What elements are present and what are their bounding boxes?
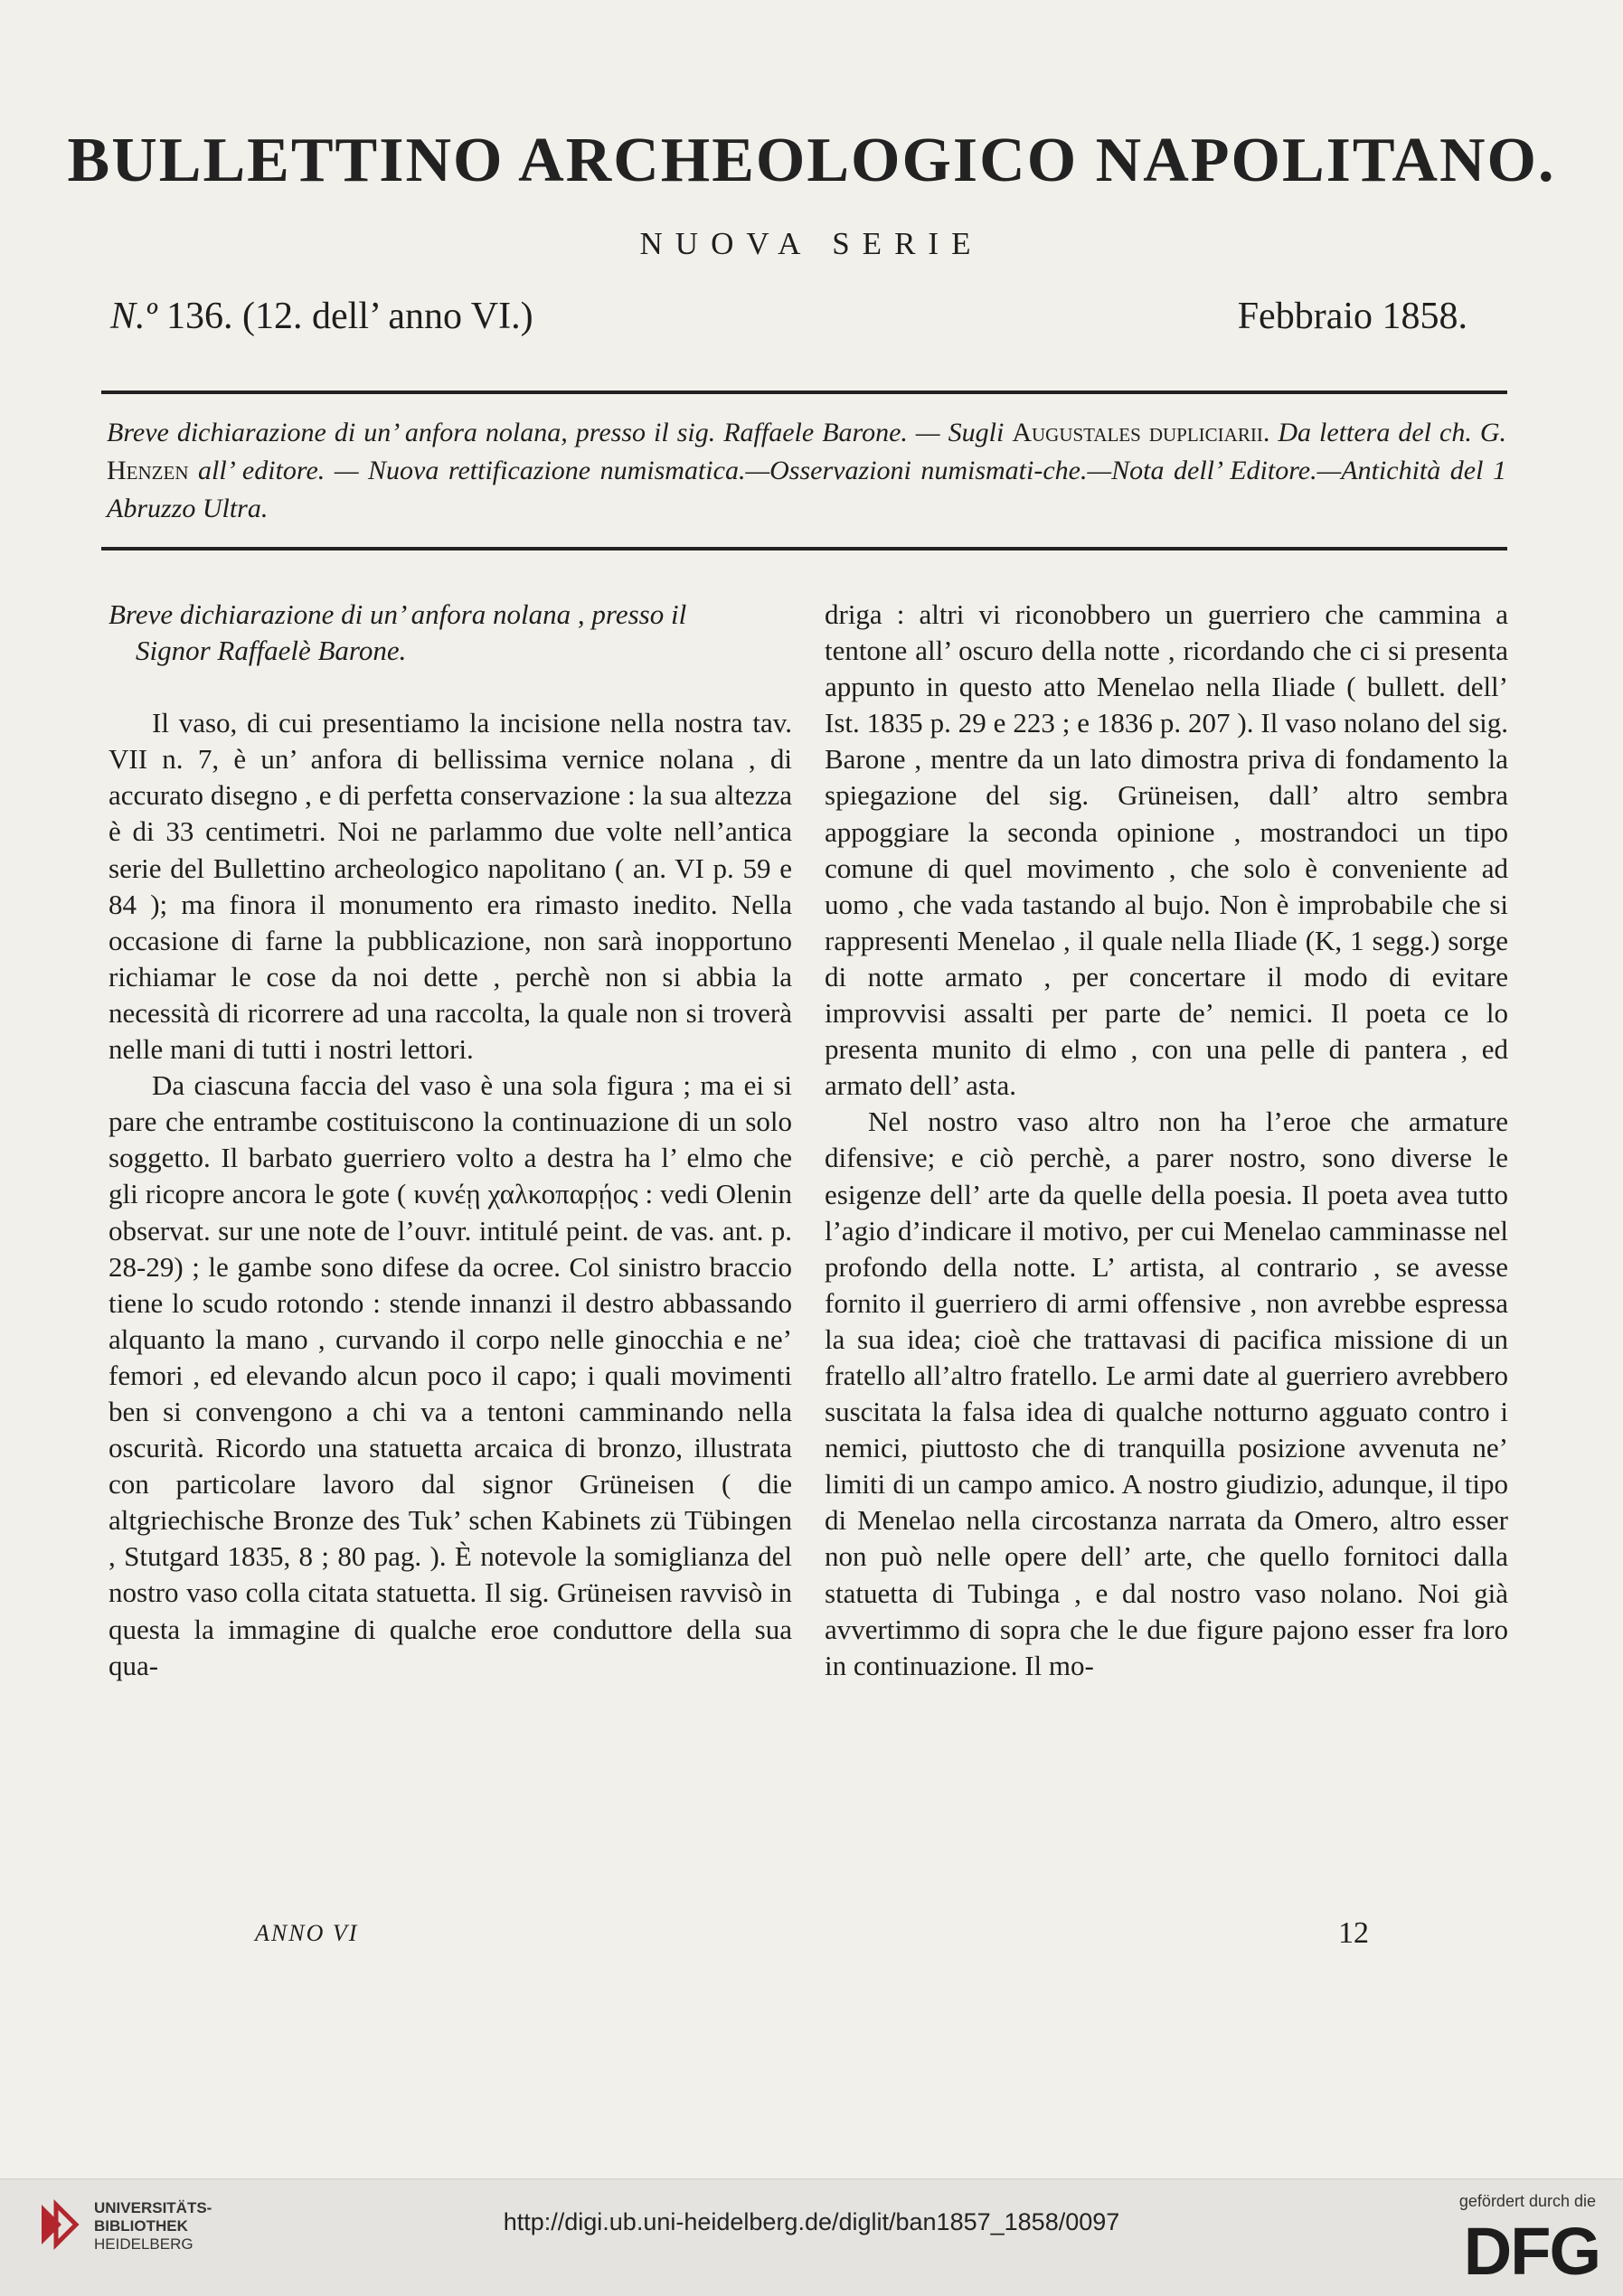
- left-paragraph-2: Da ciascuna faccia del vaso è una sola figura ; ma ei si pare che entrambe costituiscono la continuazione di un solo soggetto. Il barbato guerriero volto a destra ha l’ elmo che gli ricopre ancora le gote ( κυνέῃ χαλκοπαρῄος : vedi Olenin observat. sur une note de l’ouvr. intitulé peint. de vas. ant. p. 28-29) ; le gambe sono difese da ocree. Col sinistro braccio tiene lo scudo rotondo : stende innanzi il destro abbassando alquanto la mano , curvando il corpo nelle ginocchia e ne’ femori , ed elevando alcun poco il capo; i quali movimenti ben si convengono a chi va a tentoni camminando nella oscurità. Ricordo una statuetta arcaica di bronzo, illustrata con particolare lavoro dal signor Grüneisen ( die altgriechische Bronze des Tuk’ schen Kabinets zü Tübingen , Stutgard 1835, 8 ; 80 pag. ). È notevole la somiglianza del nostro vaso colla citata statuetta. Il sig. Grüneisen ravvisò in questa la immagine di qualche eroe conduttore della sua qua-: [109, 1069, 792, 1681]
- article-title: [109, 597, 792, 669]
- left-column: [109, 597, 792, 1684]
- permalink-url[interactable]: http://digi.ub.uni-heidelberg.de/diglit/ban1857_1858/0097: [503, 2208, 1120, 2235]
- logo-line-1: UNIVERSITÄTS-: [94, 2199, 212, 2216]
- summary-part-2: Da lettera del ch. G.: [1278, 418, 1507, 447]
- article-title-line-1: Breve dichiarazione di un’ anfora nolana , presso il: [109, 598, 687, 630]
- right-column: [825, 597, 1508, 1684]
- funding-caption: gefördert durch die: [1458, 2192, 1596, 2210]
- logo-line-2: BIBLIOTHEK: [94, 2217, 188, 2235]
- journal-masthead: BULLETTINO ARCHEOLOGICO NAPOLITANO.: [67, 126, 1556, 195]
- contents-summary: [107, 414, 1506, 528]
- left-paragraph-1: Il vaso, di cui presentiamo la incisione nella nostra tav. VII n. 7, è un’ anfora di bellissima vernice nolana , di accurato disegno , e di perfetta conservazione : la sua altezza è di 33 centimetri. Noi ne parlammo due volte nell’antica serie del Bullettino archeologico napolitano ( an. VI p. 59 e 84 ); ma finora il monumento era rimasto inedito. Nella occasione di farne la pubblicazione, non sarà inopportuno richiamar le cose da noi dette , perchè non si abbia la necessità di ricorrere ad una raccolta, la quale non si troverà nelle mani di tutti i nostri lettori.: [109, 707, 792, 1066]
- bottom-rule: [101, 547, 1507, 550]
- dfg-logo: DFG: [1463, 2214, 1599, 2289]
- issue-no-text: 136. (12. dell’ anno VI.): [166, 296, 533, 337]
- summary-part-3: all’ editore. — Nuova rettificazione numismatica.—Osservazioni numismati-che.—Nota dell’ Editore.—Antichità del 1 Abruzzo Ultra.: [107, 456, 1506, 523]
- summary-smallcaps-1: Augustales dupliciarii.: [1012, 418, 1270, 447]
- footer-anno-label: ANNO VI: [255, 1920, 359, 1946]
- right-paragraph-2: Nel nostro vaso altro non ha l’eroe che armature difensive; e ciò perchè, a parer nostro, sono diverse le esigenze dell’ arte da quelle della poesia. Il poeta avea tutto l’agio d’indicare il motivo, per cui Menelao camminasse nel profondo della notte. L’ artista, al contrario , se avesse fornito il guerriero di armi offensive , non avrebbe espressa la sua idea; cioè che trattavasi di pacifica missione di un fratello all’altro fratello. Le armi date al guerriero avrebbero suscitata la falsa idea di qualche notturno agguato contro i nemici, piuttosto che di tranquilla posizione avvenuta ne’ limiti di un campo amico. A nostro giudizio, adunque, il tipo di Menelao nella circostanza narrata da Omero, altro esser non può nelle opere dell’ arte, che quello fornitoci dalla statuetta di Tubinga , e dal nostro vaso nolano. Noi già avvertimmo di sopra che le due figure pajono esser fra loro in continuazione. Il mo-: [825, 1106, 1508, 1681]
- top-rule: [101, 391, 1507, 394]
- article-title-line-2: Signor Raffaelè Barone.: [136, 635, 407, 667]
- page-number: 12: [1338, 1916, 1369, 1950]
- right-paragraph-1: driga : altri vi riconobbero un guerriero che cammina a tentone all’ oscuro della notte , ricordando che ci si presenta appunto in questo atto Menelao nella Iliade ( bullett. dell’ Ist. 1835 p. 29 e 223 ; e 1836 p. 207 ). Il vaso nolano del sig. Barone , mentre da un lato dimostra priva di fondamento la spiegazione del sig. Grüneisen, dall’ altro sembra appoggiare la seconda opinione , mostrandoci un tipo comune di quel movimento , che solo è conveniente ad uomo , che vada tastando al bujo. Non è improbabile che si rappresenti Menelao , il quale nella Iliade (K, 1 segg.) sorge di notte armato , per concertare il modo di evitare improvvisi assalti per parte de’ nemici. Il poeta ce lo presenta munito di elmo , con una pelle di pantera , ed armato dell’ asta.: [825, 598, 1508, 1102]
- summary-smallcaps-2: Henzen: [107, 456, 189, 485]
- series-label: NUOVA SERIE: [639, 226, 984, 261]
- issue-date: Febbraio 1858.: [1237, 296, 1467, 337]
- logo-line-3: HEIDELBERG: [94, 2235, 193, 2253]
- digitization-bar: [0, 2178, 1623, 2296]
- summary-part-1: Breve dichiarazione di un’ anfora nolana, presso il sig. Raffaele Barone. — Sugli: [107, 418, 1005, 447]
- issue-number: [110, 295, 533, 338]
- issue-no-label: N.º: [110, 296, 157, 337]
